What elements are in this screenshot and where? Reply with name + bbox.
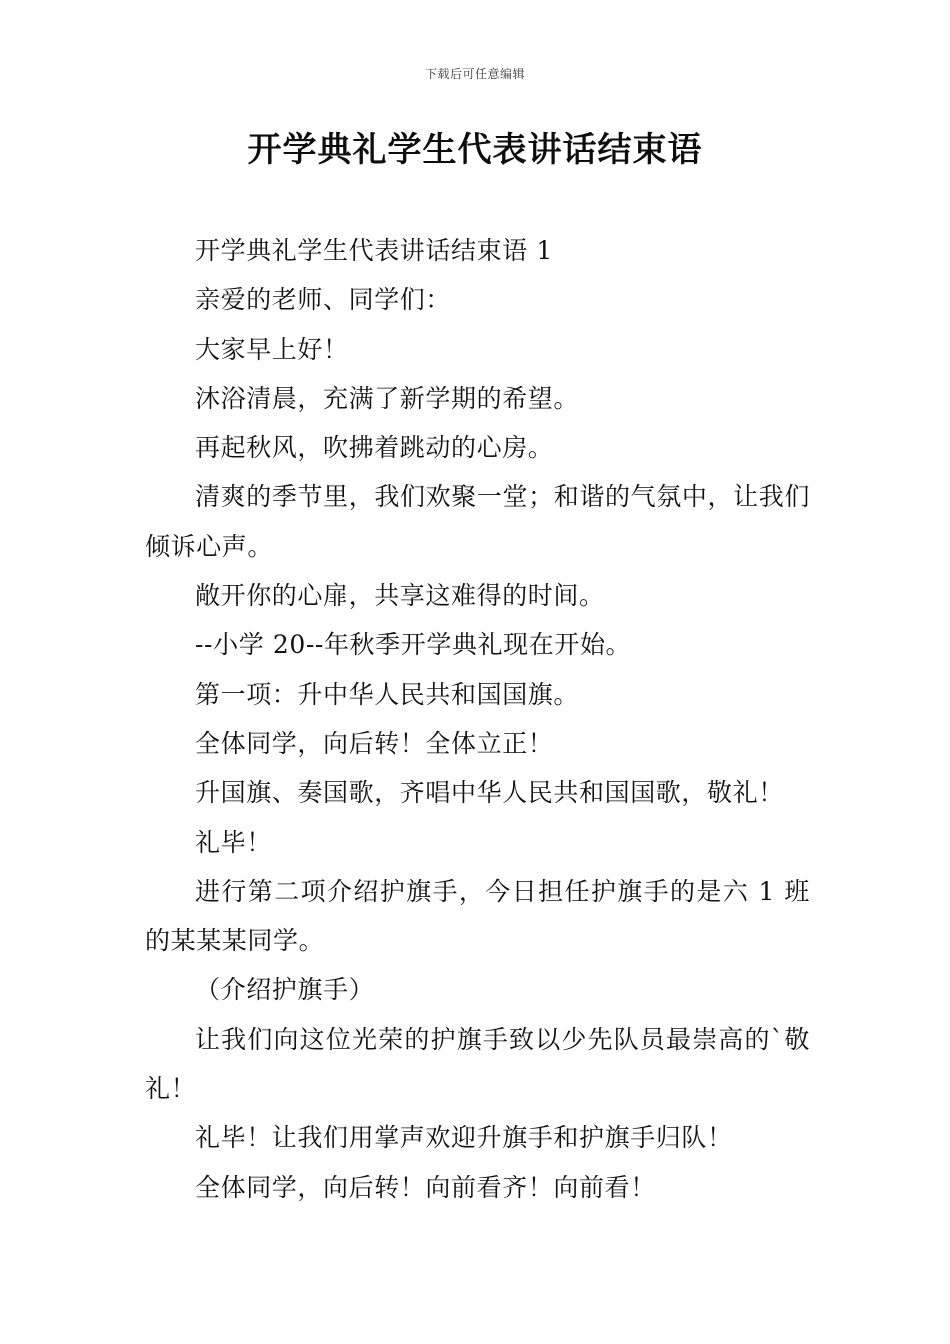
header-note: 下载后可任意编辑 xyxy=(424,67,525,81)
paragraph: 大家早上好！ xyxy=(195,334,349,364)
paragraph: 第一项：升中华人民共和国国旗。 xyxy=(195,679,580,709)
paragraph: 亲爱的老师、同学们： xyxy=(195,285,452,315)
paragraph: --小学 20--年秋季开学典礼现在开始。 xyxy=(195,630,632,660)
paragraph: 再起秋风，吹拂着跳动的心房。 xyxy=(195,433,554,463)
paragraph: 开学典礼学生代表讲话结束语 1 xyxy=(195,236,553,265)
paragraph: （介绍护旗手） xyxy=(195,975,375,1005)
paragraph: 清爽的季节里，我们欢聚一堂；和谐的气氛中，让我们倾诉心声。 xyxy=(145,482,810,561)
document-title: 开学典礼学生代表讲话结束语 xyxy=(247,130,703,170)
paragraph: 全体同学，向后转！向前看齐！向前看！ xyxy=(195,1172,656,1202)
paragraph: 礼毕！ xyxy=(195,827,272,857)
paragraph: 礼毕！让我们用掌声欢迎升旗手和护旗手归队！ xyxy=(195,1123,733,1153)
paragraph: 沐浴清晨，充满了新学期的希望。 xyxy=(195,383,580,413)
paragraph: 全体同学，向后转！全体立正！ xyxy=(195,728,554,758)
paragraph: 敞开你的心扉，共享这难得的时间。 xyxy=(195,581,605,611)
document-body xyxy=(145,226,810,1212)
paragraph: 升国旗、奏国歌，齐唱中华人民共和国国歌，敬礼！ xyxy=(195,778,784,808)
paragraph: 进行第二项介绍护旗手，今日担任护旗手的是六 1 班的某某某同学。 xyxy=(145,876,810,956)
paragraph: 让我们向这位光荣的护旗手致以少先队员最崇高的`敬礼！ xyxy=(145,1024,810,1104)
